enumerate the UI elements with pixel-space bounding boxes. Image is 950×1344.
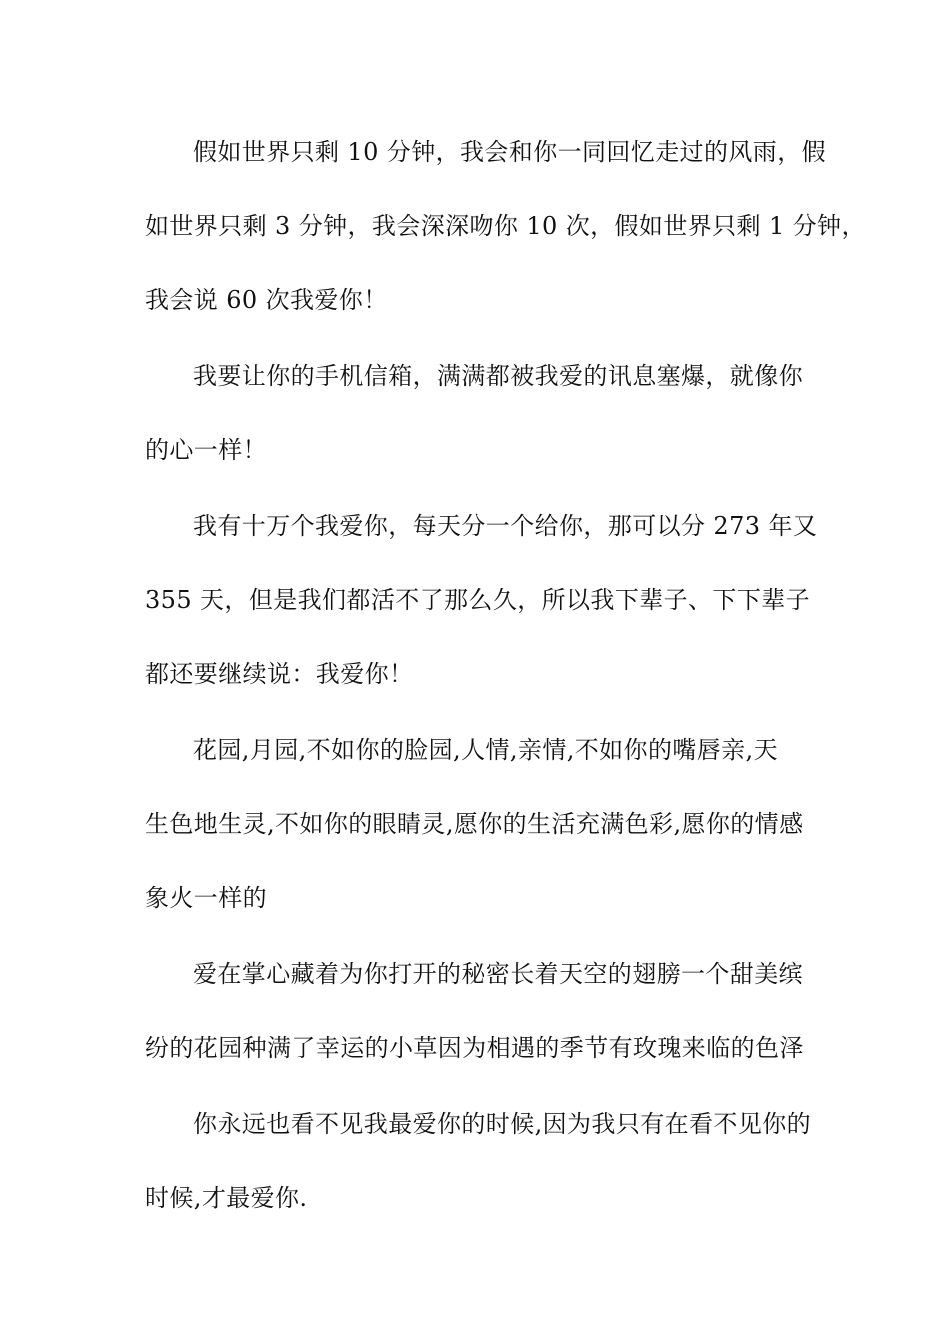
paragraph-3-line-1: 我有十万个我爱你，每天分一个给你，那可以分 273 年又 — [193, 512, 818, 540]
paragraph-5-line-2: 纷的花园种满了幸运的小草因为相遇的季节有玫瑰来临的色泽 — [145, 1034, 804, 1062]
paragraph-4-line-3: 象火一样的 — [145, 884, 267, 912]
paragraph-2-line-2: 的心一样！ — [145, 436, 267, 464]
paragraph-4-line-1: 花园,月园,不如你的脸园,人情,亲情,不如你的嘴唇亲,天 — [193, 736, 778, 764]
paragraph-1-line-1: 假如世界只剩 10 分钟，我会和你一同回忆走过的风雨，假 — [193, 138, 826, 166]
paragraph-6-line-2: 时候,才最爱你. — [145, 1184, 308, 1212]
paragraph-1-line-3: 我会说 60 次我爱你！ — [145, 286, 388, 314]
paragraph-3-line-3: 都还要继续说：我爱你！ — [145, 660, 414, 688]
paragraph-1-line-2: 如世界只剩 3 分钟，我会深深吻你 10 次，假如世界只剩 1 分钟， — [145, 212, 866, 240]
paragraph-3-line-2: 355 天，但是我们都活不了那么久，所以我下辈子、下下辈子 — [145, 586, 811, 614]
paragraph-4-line-2: 生色地生灵,不如你的眼睛灵,愿你的生活充满色彩,愿你的情感 — [145, 810, 804, 838]
paragraph-6-line-1: 你永远也看不见我最爱你的时候,因为我只有在看不见你的 — [193, 1110, 812, 1138]
paragraph-5-line-1: 爱在掌心藏着为你打开的秘密长着天空的翅膀一个甜美缤 — [193, 960, 803, 988]
paragraph-2-line-1: 我要让你的手机信箱，满满都被我爱的讯息塞爆，就像你 — [193, 362, 803, 390]
